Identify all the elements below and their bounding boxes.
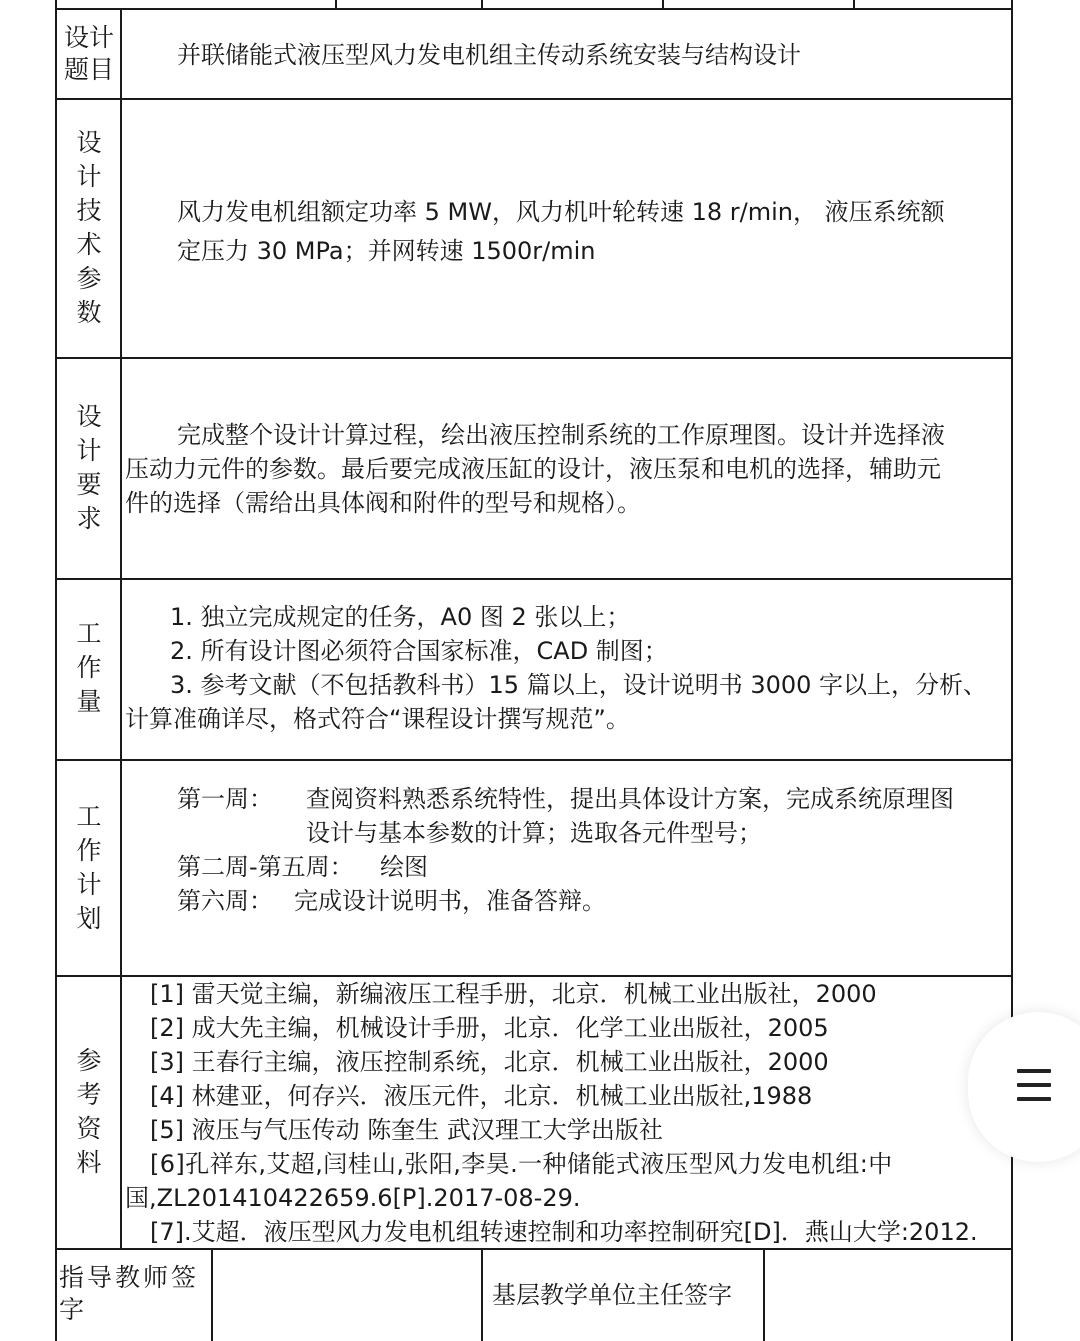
advisor-signature-field[interactable] — [213, 1250, 479, 1341]
reference-item: [2] 成大先主编，机械设计手册，北京．化学工业出版社，2005 — [150, 1014, 829, 1042]
reference-item: [4] 林建亚，何存兴．液压元件，北京．机械工业出版社,1988 — [150, 1082, 813, 1110]
design-title-label: 设计题目 — [63, 23, 114, 84]
reference-item: [6]孔祥东,艾超,闫桂山,张阳,李昊.一种储能式液压型风力发电机组:中 — [150, 1150, 893, 1178]
reference-item: [5] 液压与气压传动 陈奎生 武汉理工大学出版社 — [150, 1116, 663, 1144]
references-label: 参考资料 — [76, 1046, 102, 1177]
tech-params-line: 定压力 30 MPa；并网转速 1500r/min — [177, 237, 596, 265]
week2-text: 绘图 — [380, 853, 428, 881]
tech-params-line: 风力发电机组额定功率 5 MW，风力机叶轮转速 18 r/min， 液压系统额 — [177, 198, 945, 226]
requirements-label: 设计要求 — [76, 402, 102, 533]
row-border — [55, 759, 1013, 761]
workload-label: 工作量 — [76, 619, 102, 716]
table-left-border — [55, 0, 57, 1341]
reference-item-cont: 国,ZL201410422659.6[P].2017-08-29. — [125, 1184, 581, 1212]
cell-divider — [662, 0, 664, 9]
cell-divider — [481, 0, 483, 9]
week1-text: 查阅资料熟悉系统特性，提出具体设计方案，完成系统原理图 — [306, 785, 954, 813]
week1-text: 设计与基本参数的计算；选取各元件型号； — [306, 819, 762, 847]
workload-item: 1. 独立完成规定的任务，A0 图 2 张以上； — [170, 603, 631, 631]
week2-label: 第二周-第五周： — [177, 853, 354, 881]
reference-item: [7].艾超．液压型风力发电机组转速控制和功率控制研究[D]．燕山大学:2012. — [150, 1218, 978, 1246]
requirements-line: 压动力元件的参数。最后要完成液压缸的设计，液压泵和电机的选择，辅助元 — [125, 455, 941, 483]
cell-divider — [853, 0, 855, 9]
tech-params-label: 设计技术参数 — [76, 128, 102, 327]
work-plan-label: 工作计划 — [76, 802, 102, 933]
requirements-line: 完成整个设计计算过程，绘出液压控制系统的工作原理图。设计并选择液 — [177, 421, 945, 449]
week6-text: 完成设计说明书，准备答辩。 — [294, 887, 606, 915]
requirements-line: 件的选择（需给出具体阀和附件的型号和规格）。 — [125, 489, 641, 517]
cell-divider — [335, 0, 337, 9]
unit-head-signature-field[interactable] — [765, 1250, 1010, 1341]
workload-item-cont: 计算准确详尽，格式符合“课程设计撰写规范”。 — [125, 705, 630, 733]
workload-item: 3. 参考文献（不包括教科书）15 篇以上，设计说明书 3000 字以上，分析、 — [170, 671, 988, 699]
reference-item: [3] 王春行主编，液压控制系统，北京．机械工业出版社，2000 — [150, 1048, 829, 1076]
unit-head-signature-label: 基层教学单位主任签字 — [492, 1281, 732, 1309]
workload-item: 2. 所有设计图必须符合国家标准，CAD 制图； — [170, 637, 668, 665]
advisor-signature-label: 指导教师签字 — [59, 1263, 200, 1324]
row-border — [55, 357, 1013, 359]
row-border — [55, 578, 1013, 580]
week1-label: 第一周： — [177, 785, 273, 813]
week6-label: 第六周： — [177, 887, 273, 915]
row-border — [55, 98, 1013, 100]
label-column-divider — [120, 8, 122, 1249]
cell-divider — [481, 1248, 483, 1341]
reference-item: [1] 雷天觉主编，新编液压工程手册，北京．机械工业出版社，2000 — [150, 980, 877, 1008]
design-title-value: 并联储能式液压型风力发电机组主传动系统安装与结构设计 — [177, 41, 801, 69]
row-border — [55, 8, 1013, 10]
